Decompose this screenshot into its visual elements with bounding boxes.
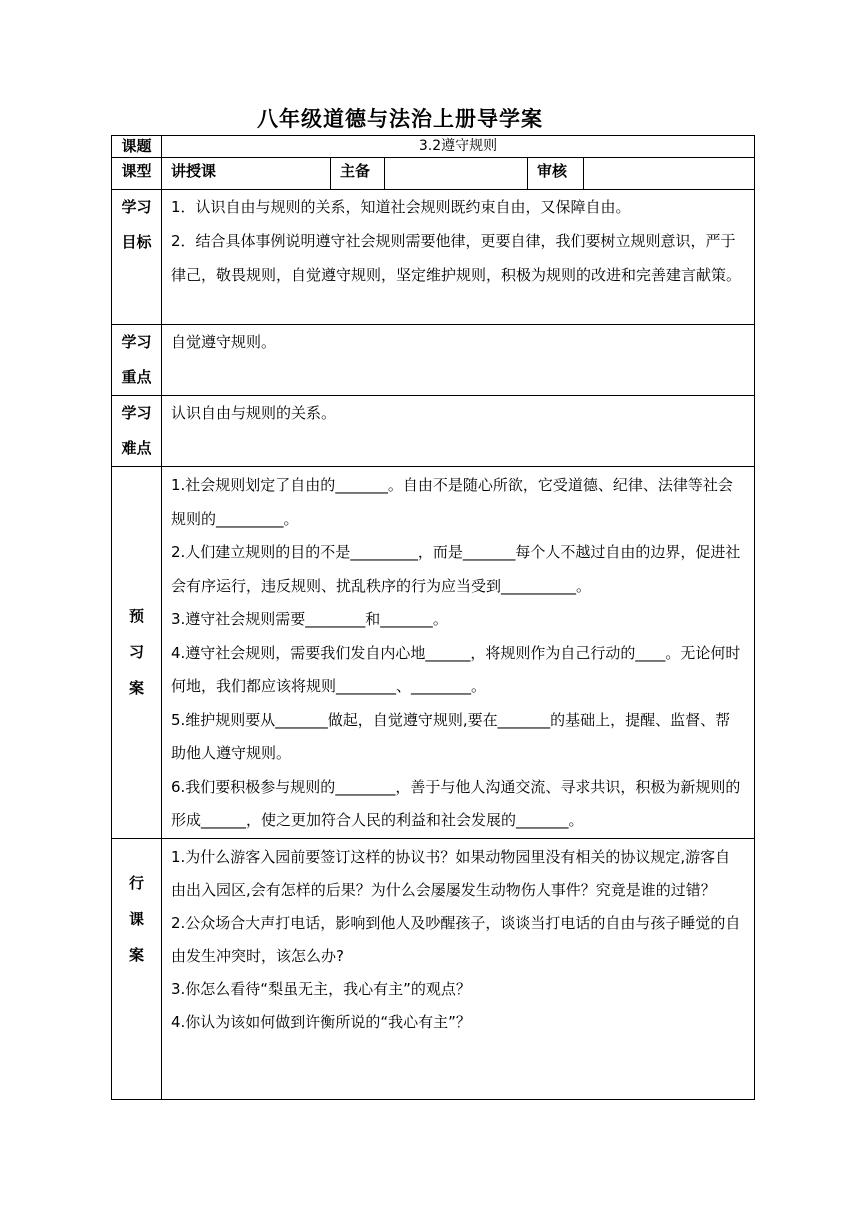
lesson-question: 1.为什么游客入园前要签订这样的协议书？如果动物园里没有相关的协议规定,游客自由出入园区,会有怎样的后果？为什么会屡屡发生动物伤人事件？究竟是谁的过错？ (171, 847, 731, 899)
preview-row (112, 467, 755, 839)
preview-item: 4.遵守社会规则，需要我们发自内心地______，将规则作为自己行动的____。无论何时何地，我们都应该将规则________、________。 (171, 643, 741, 695)
difficulties-label-line2: 难点 (121, 439, 152, 457)
lead-preparer-label: 主备 (331, 158, 385, 190)
lesson-label-char: 案 (128, 945, 144, 964)
lesson-row (112, 838, 755, 1099)
key-points-label-line1: 学习 (121, 333, 152, 351)
lesson-question: 4.你认为该如何做到许衡所说的“我心有主”？ (171, 1012, 471, 1031)
difficulties-row (112, 396, 755, 467)
lesson-label-char: 课 (128, 909, 144, 928)
difficulties-label (112, 396, 162, 467)
lesson-label-char: 行 (128, 873, 144, 892)
preview-item: 3.遵守社会规则需要________和_______。 (171, 610, 448, 628)
preview-item: 2.人们建立规则的目的不是_________，而是_______每个人不越过自由的边界，促进社会有序运行，违反规则、扰乱秩序的行为应当受到__________。 (171, 543, 741, 595)
lead-preparer-value (385, 158, 528, 190)
key-points-label (112, 325, 162, 396)
reviewer-label: 审核 (528, 158, 584, 190)
learning-goals-row (112, 190, 755, 325)
preview-label-char: 案 (128, 679, 144, 698)
preview-label (112, 467, 162, 839)
difficulties-label-line1: 学习 (121, 404, 152, 422)
preview-item: 5.维护规则要从_______做起，自觉遵守规则,要在_______的基础上，提醒、监督、帮助他人遵守规则。 (171, 710, 731, 762)
topic-label: 课题 (112, 136, 162, 158)
learning-goals-label (112, 190, 162, 325)
topic-value: 3.2遵守规则 (162, 136, 755, 158)
lesson-type-value: 讲授课 (162, 158, 331, 190)
learning-goal-item: 1．认识自由与规则的关系，知道社会规则既约束自由，又保障自由。 (171, 198, 631, 216)
reviewer-value (584, 158, 755, 190)
lesson-label (112, 838, 162, 1099)
key-points-content: 自觉遵守规则。 (162, 325, 755, 396)
difficulties-content: 认识自由与规则的关系。 (162, 396, 755, 467)
preview-label-char: 预 (128, 607, 144, 626)
study-guide-table (111, 135, 755, 1100)
document-title: 八年级道德与法治上册导学案 (257, 107, 543, 131)
learning-goals-label-line2: 目标 (121, 233, 152, 251)
lesson-question: 2.公众场合大声打电话，影响到他人及吵醒孩子，谈谈当打电话的自由与孩子睡觉的自由发生冲突时，该怎么办? (171, 913, 741, 965)
lesson-content (162, 838, 755, 1099)
learning-goals-label-line1: 学习 (121, 198, 152, 216)
lesson-question: 3.你怎么看待“梨虽无主，我心有主”的观点？ (171, 979, 471, 998)
key-points-label-line2: 重点 (121, 368, 152, 386)
key-points-row (112, 325, 755, 396)
learning-goal-item: 2．结合具体事例说明遵守社会规则需要他律，更要自律，我们要树立规则意识，严于律己，敬畏规则，自觉遵守规则，坚定维护规则，积极为规则的改进和完善建言献策。 (171, 232, 742, 284)
learning-goals-content (162, 190, 755, 325)
preview-item: 6.我们要积极参与规则的________，善于与他人沟通交流、寻求共识，积极为新规则的形成______，使之更加符合人民的利益和社会发展的_______。 (171, 777, 741, 829)
lesson-type-label: 课型 (112, 158, 162, 190)
preview-item: 1.社会规则划定了自由的_______。自由不是随心所欲，它受道德、纪律、法律等社会规则的_________。 (171, 476, 733, 528)
lesson-type-row (112, 158, 755, 190)
preview-label-char: 习 (128, 643, 144, 662)
preview-content (162, 467, 755, 839)
topic-row (112, 136, 755, 158)
